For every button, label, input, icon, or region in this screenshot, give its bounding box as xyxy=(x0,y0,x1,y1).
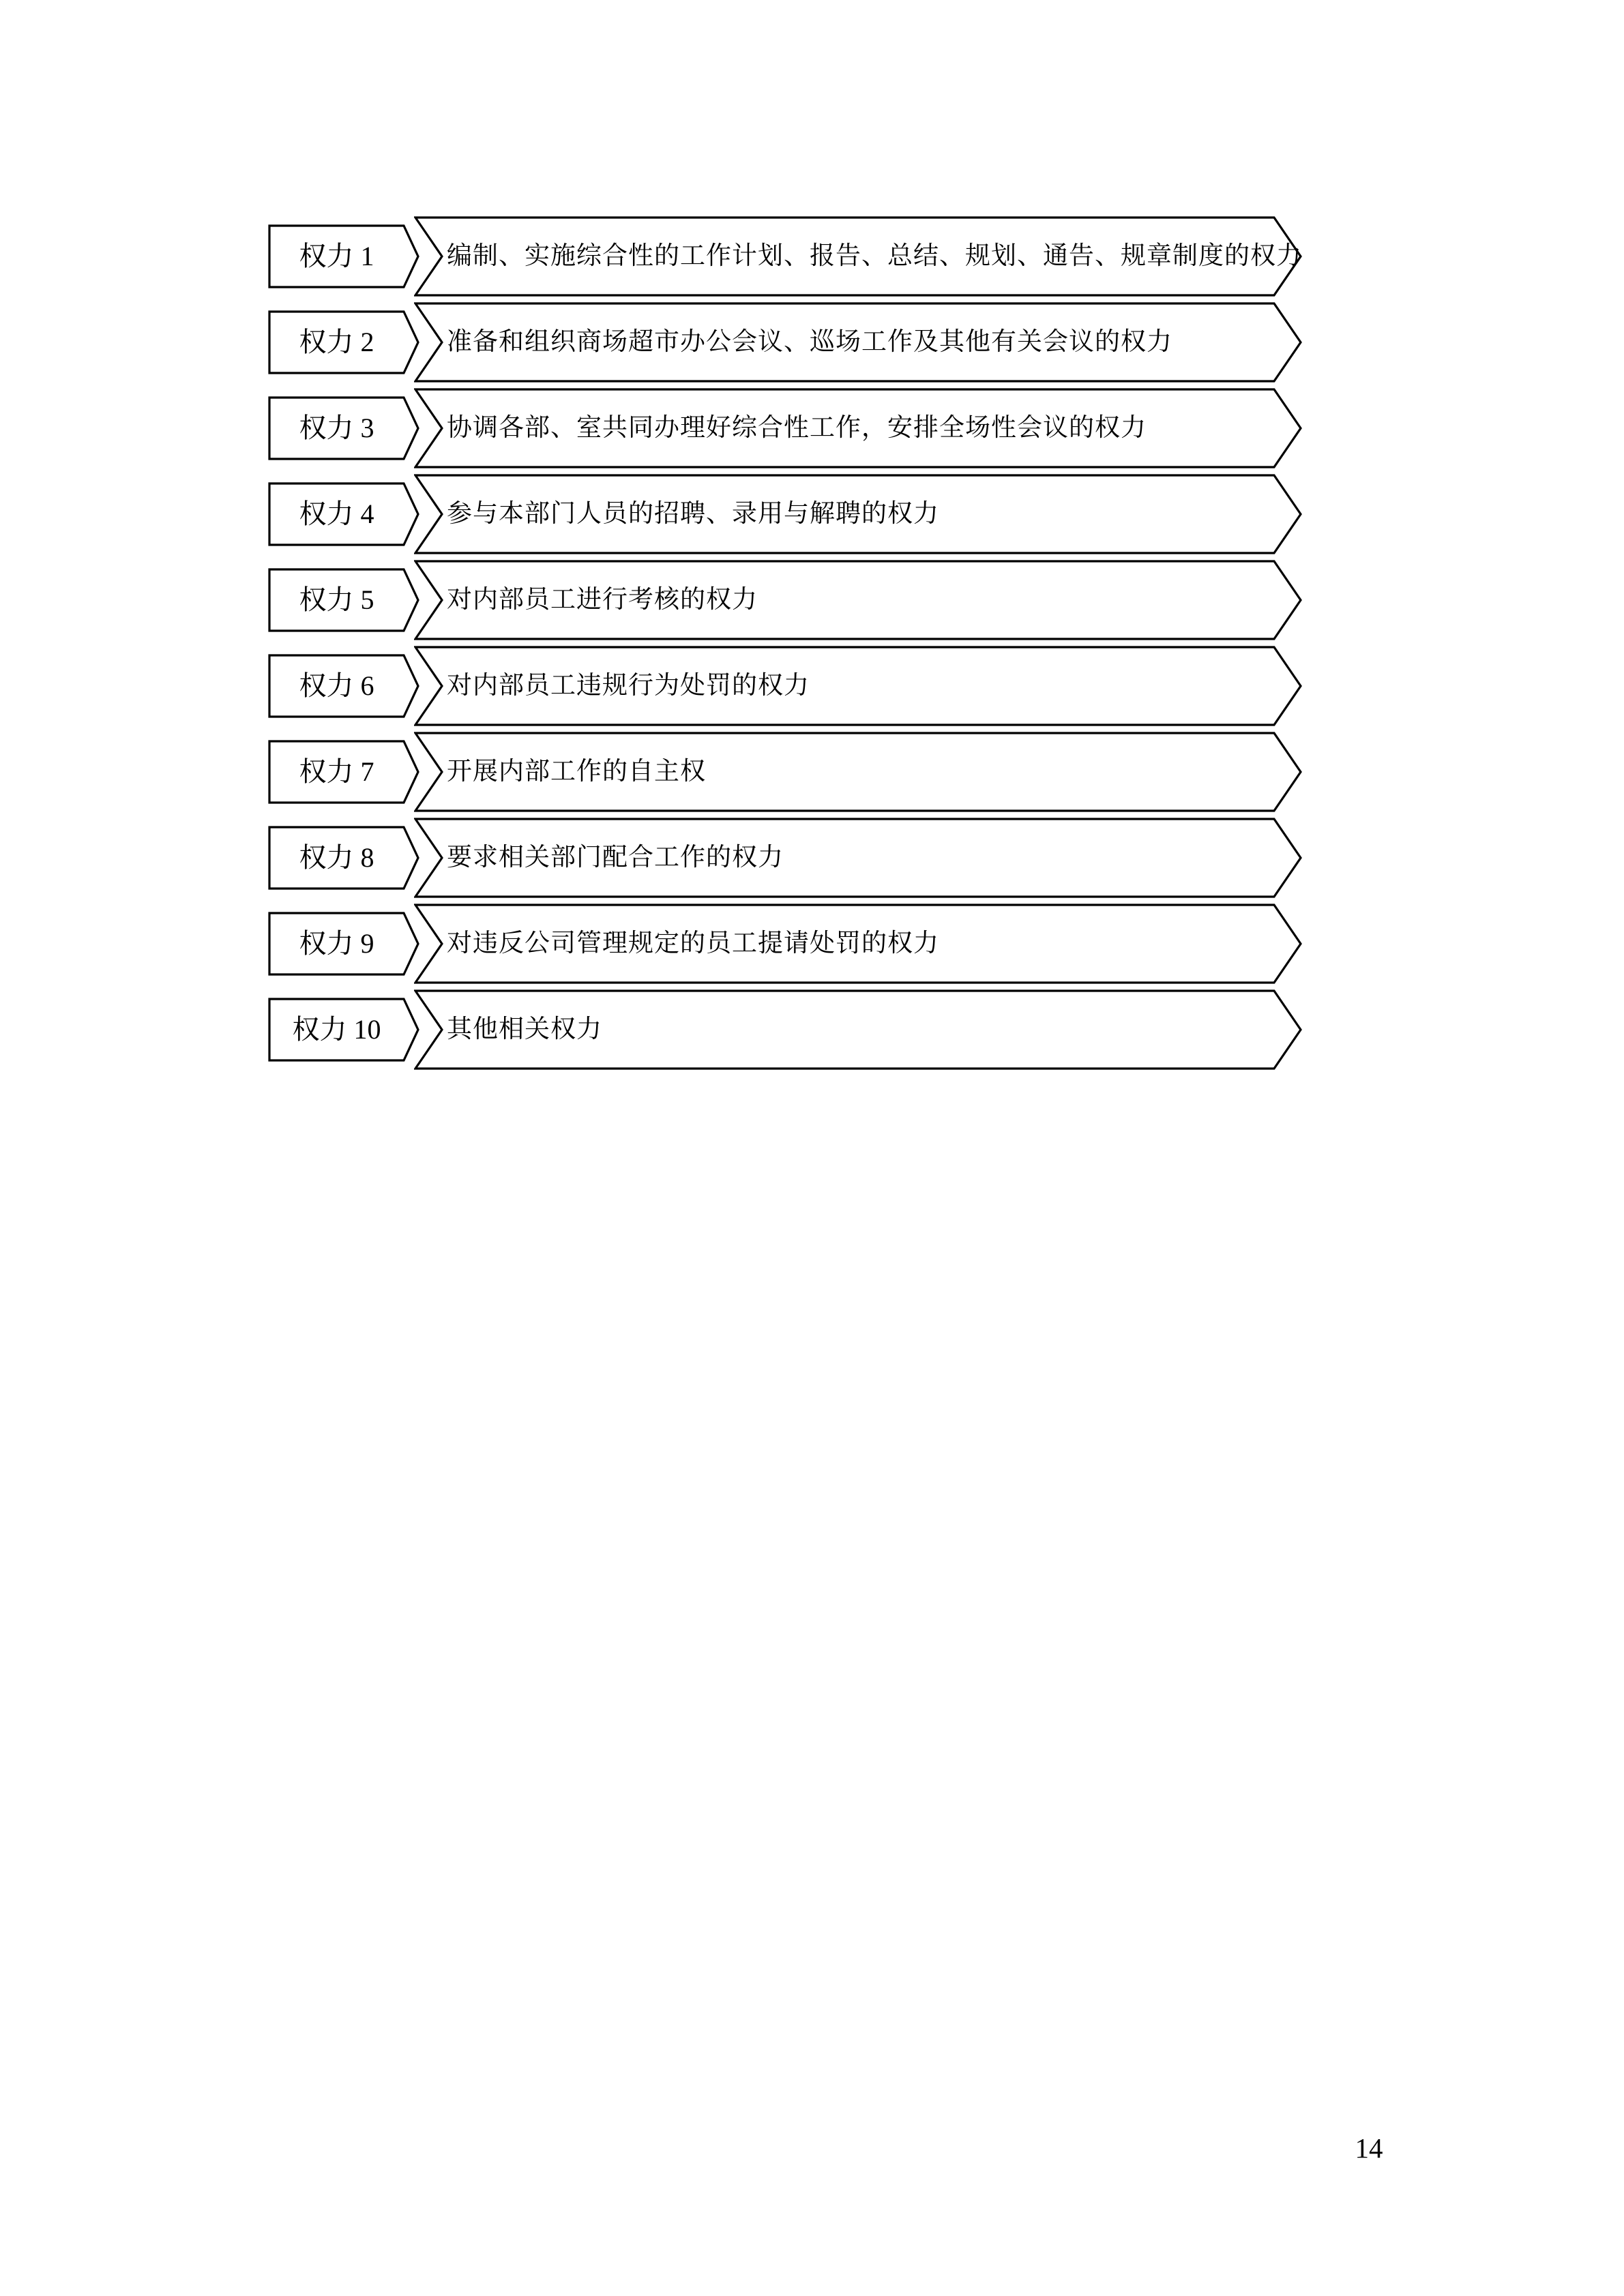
power-row-5 xyxy=(0,561,1624,639)
power-description: 参与本部门人员的招聘、录用与解聘的权力 xyxy=(447,500,939,528)
power-label: 权力 8 xyxy=(299,842,374,873)
power-description: 要求相关部门配合工作的权力 xyxy=(447,844,784,871)
power-description: 编制、实施综合性的工作计划、报告、总结、规划、通告、规章制度的权力 xyxy=(447,242,1302,270)
power-label: 权力 6 xyxy=(299,670,374,701)
power-label: 权力 2 xyxy=(299,327,374,357)
power-row-3 xyxy=(0,389,1624,467)
page-number: 14 xyxy=(1355,2132,1383,2164)
power-row-7 xyxy=(0,733,1624,811)
power-row-4 xyxy=(0,475,1624,553)
power-description: 协调各部、室共同办理好综合性工作，安排全场性会议的权力 xyxy=(447,414,1147,442)
power-row-2 xyxy=(0,303,1624,381)
power-description: 开展内部工作的自主权 xyxy=(447,758,706,786)
power-label: 权力 7 xyxy=(299,756,374,787)
power-label: 权力 5 xyxy=(299,584,374,615)
power-description: 对内部员工违规行为处罚的权力 xyxy=(447,672,810,700)
power-label: 权力 1 xyxy=(299,241,374,271)
power-row-9 xyxy=(0,905,1624,983)
power-description: 准备和组织商场超市办公会议、巡场工作及其他有关会议的权力 xyxy=(447,328,1172,356)
power-description: 对违反公司管理规定的员工提请处罚的权力 xyxy=(447,929,939,957)
power-label: 权力 10 xyxy=(292,1014,381,1045)
power-label: 权力 3 xyxy=(299,413,374,443)
power-description: 对内部员工进行考核的权力 xyxy=(447,586,758,614)
power-label: 权力 4 xyxy=(299,498,374,529)
power-row-8 xyxy=(0,819,1624,897)
power-row-10 xyxy=(0,991,1624,1069)
power-row-6 xyxy=(0,647,1624,725)
power-row-1 xyxy=(0,218,1624,295)
power-label: 权力 9 xyxy=(299,928,374,959)
power-description: 其他相关权力 xyxy=(447,1015,602,1043)
